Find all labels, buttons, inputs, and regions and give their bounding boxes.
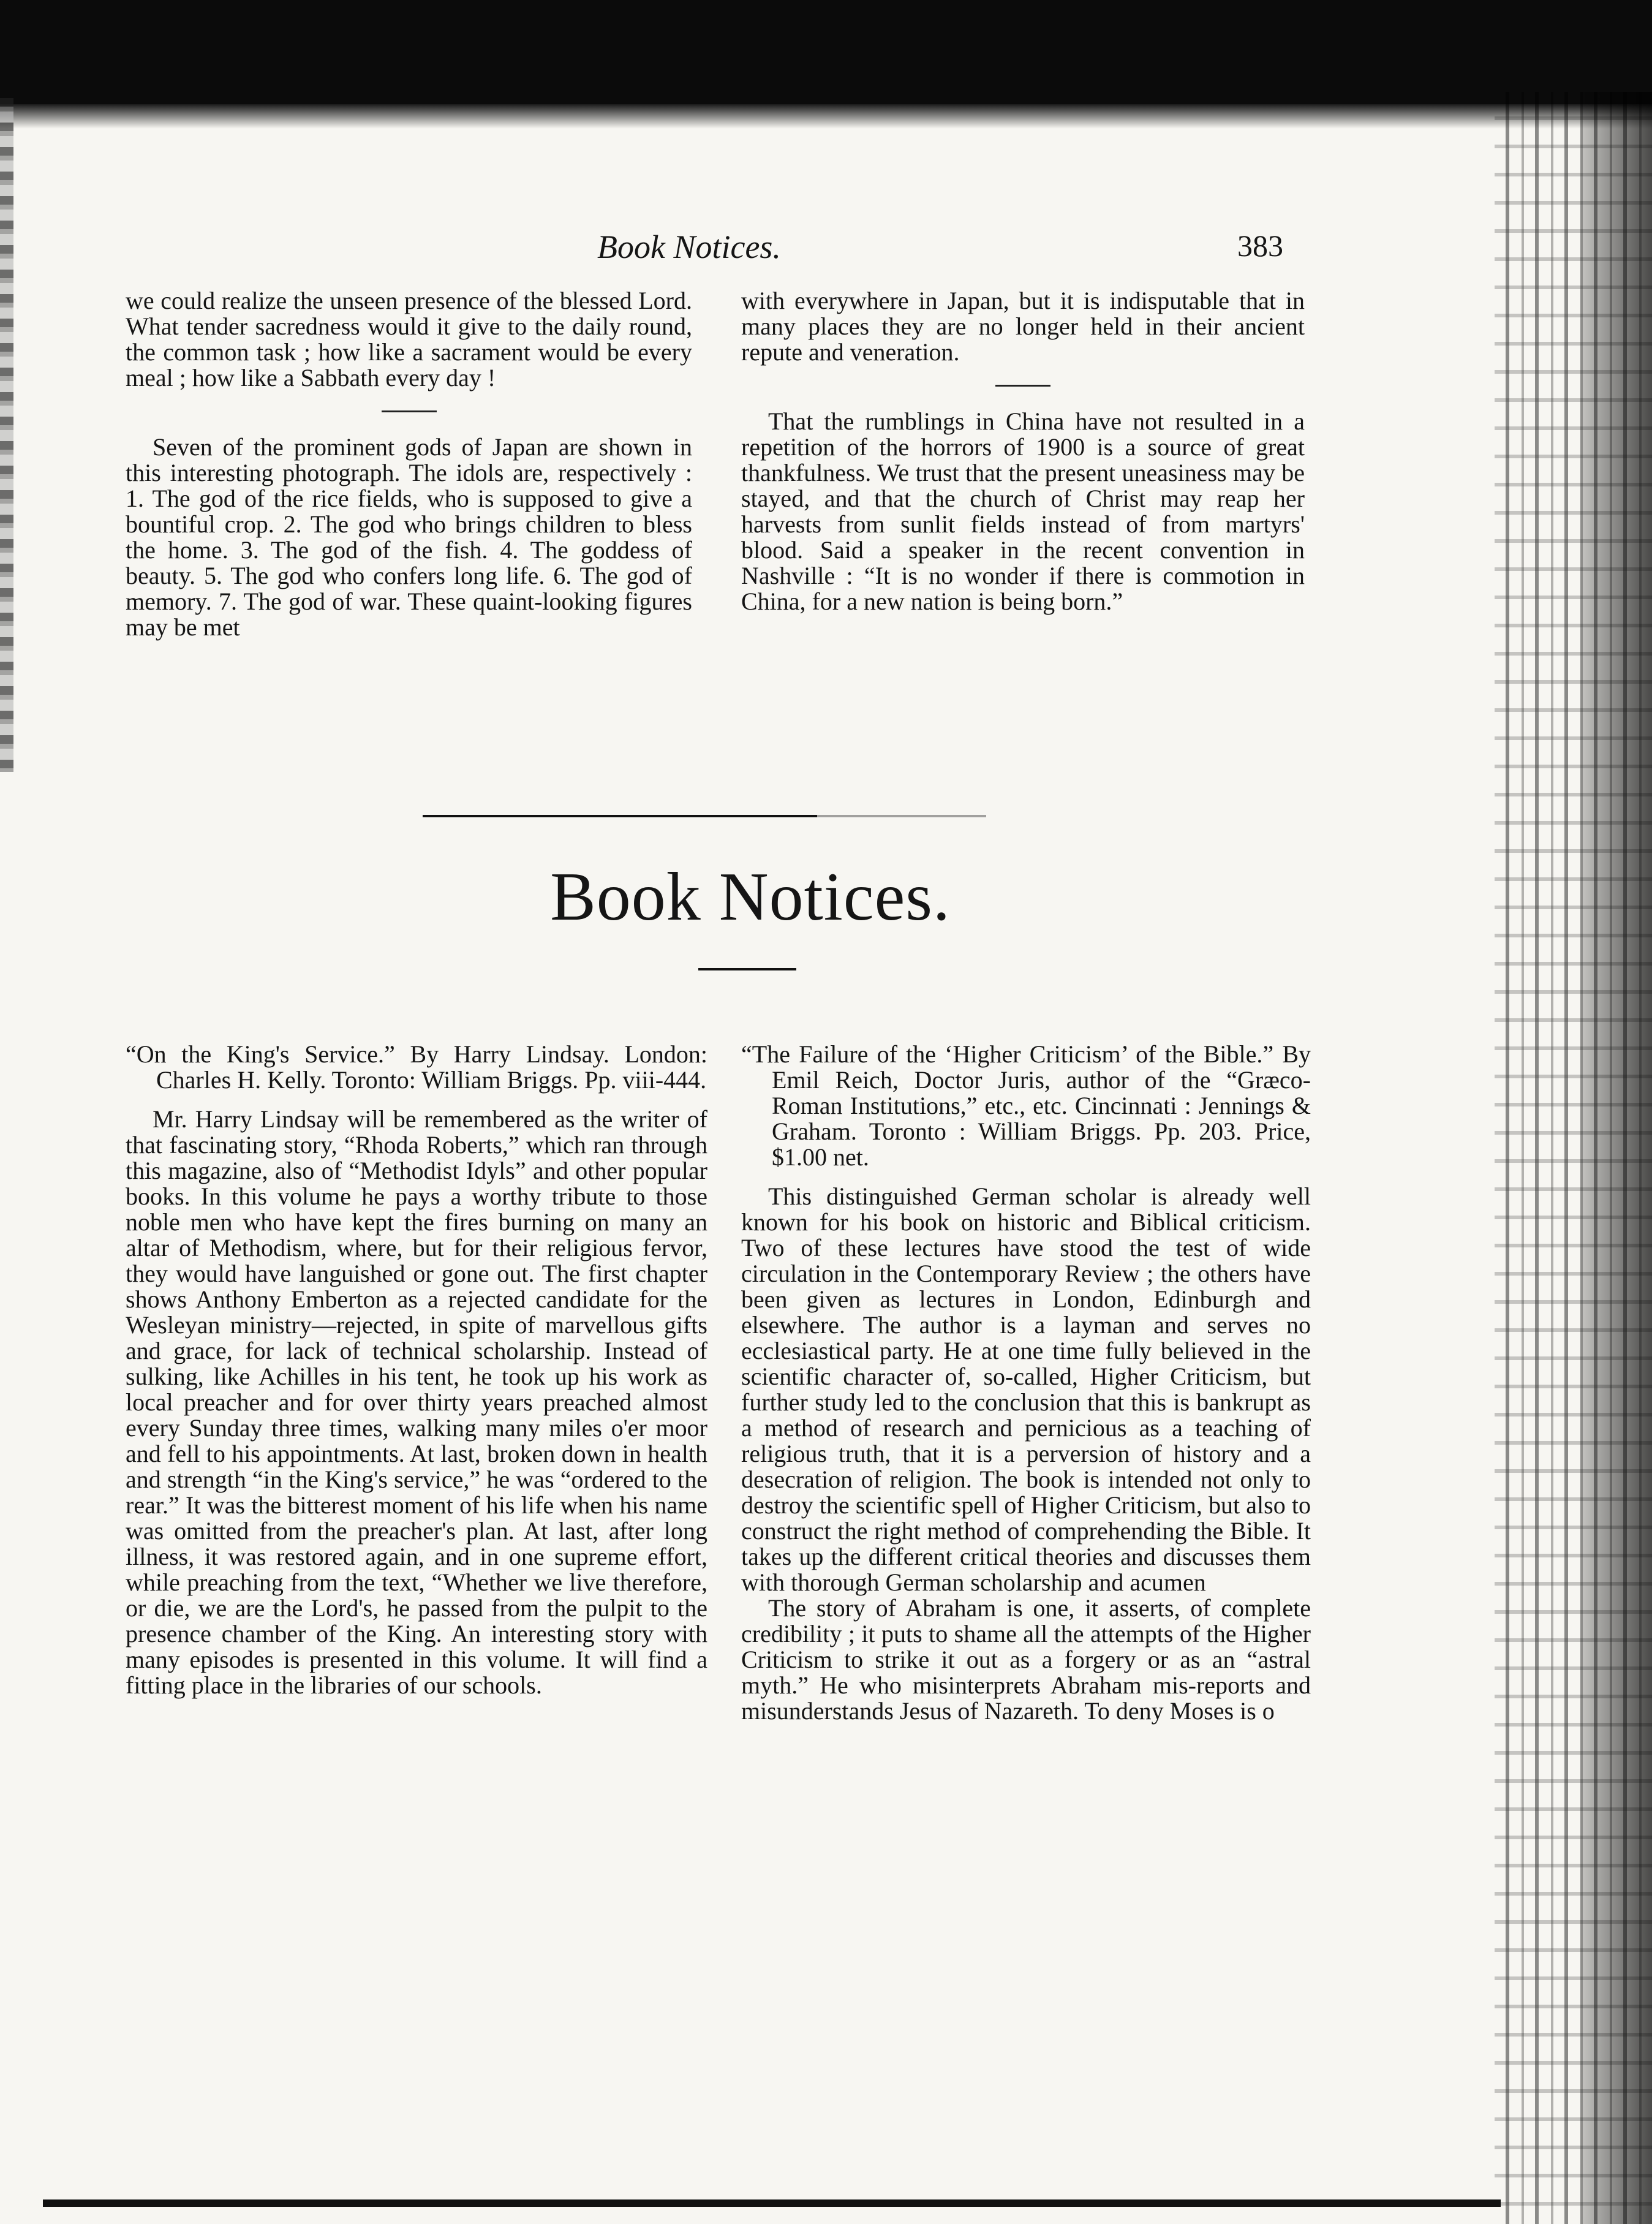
lower-left-column	[126, 1042, 707, 1698]
book-citation: “The Failure of the ‘Higher Criticism’ of the Bible.” By Emil Reich, Doctor Juris, author of the “Græco-Roman Institutions,” etc., etc. Cincinnati : Jennings & Graham. Toronto : William Briggs. Pp. 203. Price, $1.00 net.	[741, 1040, 1311, 1171]
section-rule-bottom	[698, 968, 796, 970]
lower-right-column	[741, 1042, 1311, 1724]
scan-left-edge	[0, 98, 13, 772]
review-paragraph: Mr. Harry Lindsay will be remembered as the writer of that fascinating story, “Rhoda Roberts,” which ran through this magazine, also of “Methodist Idyls” and other popular books. In this volume he pays a worthy tribute to those noble men who have kept the fires burning on many an altar of Methodism, where, but for their religious fervor, they would have languished or gone out. The first chapter shows Anthony Emberton as a rejected candidate for the Wesleyan ministry—rejected, in spite of marvellous gifts and grace, for lack of technical scholarship. Instead of sulking, like Achilles in his tent, he took up his work as local preacher and for over thirty years preached almost every Sunday three times, walking many miles o'er moor and fell to his appointments. At last, broken down in health and strength “in the King's service,” he was “ordered to the rear.” It was the bitterest moment of his life when his name was omitted from the preacher's plan. At last, after long illness, it was restored again, and in one supreme effort, while preaching from the text, “Whether we live therefore, or die, we are the Lord's, he passed from the pulpit to the presence chamber of the King. An interesting story with many episodes is presented in this volume. It will find a fitting place in the libraries of our schools.	[126, 1105, 707, 1699]
section-rule-top	[423, 815, 986, 817]
page-number: 383	[1237, 229, 1283, 263]
upper-right-column	[741, 288, 1305, 615]
scan-top-border	[0, 0, 1652, 104]
paragraph: we could realize the unseen presence of the blessed Lord. What tender sacredness would it give to the daily round, the common task ; how like a sacrament would be every meal ; how like a Sabbath every day !	[126, 287, 692, 391]
paragraph-divider	[382, 410, 437, 412]
paragraph: Seven of the prominent gods of Japan are shown in this interesting photograph. The idols are, respectively : 1. The god of the rice fields, who is supposed to give a bountiful crop. 2. The god who brings children to bless the home. 3. The god of the fish. 4. The goddess of beauty. 5. The god who confers long life. 6. The god of memory. 7. The god of war. These quaint-looking figures may be met	[126, 433, 692, 641]
scan-right-shadow	[1580, 92, 1652, 2224]
running-head: Book Notices.	[597, 229, 781, 265]
review-paragraph: This distinguished German scholar is already well known for his book on historic and Biblical criticism. Two of these lectures have stood the test of wide circulation in the Contemporary Review ; the others have been given as lectures in London, Edinburgh and elsewhere. The author is a layman and serves no ecclesiastical party. He at one time fully believed in the scientific character of, so-called, Higher Criticism, but further study led to the conclusion that this is bankrupt as a method of research and pernicious as a teaching of religious truth, that it is a perversion of history and a desecration of religion. The book is intended not only to destroy the scientific spell of Higher Criticism, but also to construct the right method of comprehending the Bible. It takes up the different critical theories and discusses them with thorough German scholarship and acumen	[741, 1182, 1311, 1596]
paragraph-divider	[995, 385, 1050, 387]
upper-left-column	[126, 288, 692, 640]
review-paragraph: The story of Abraham is one, it asserts, of complete credibility ; it puts to shame all the attempts of the Higher Criticism to strike it out as a forgery or as an “astral myth.” He who misinterprets Abraham mis-reports and misunderstands Jesus of Nazareth. To deny Moses is o	[741, 1594, 1311, 1725]
scan-bottom-border	[43, 2199, 1501, 2207]
book-citation: “On the King's Service.” By Harry Lindsay. London: Charles H. Kelly. Toronto: William Briggs. Pp. viii-444.	[126, 1040, 707, 1094]
scan-top-shadow	[0, 104, 1652, 129]
paragraph: with everywhere in Japan, but it is indisputable that in many places they are no longer held in their ancient repute and veneration.	[741, 287, 1305, 366]
section-title: Book Notices.	[550, 859, 951, 935]
paragraph: That the rumblings in China have not resulted in a repetition of the horrors of 1900 is a source of great thankfulness. We trust that the present uneasiness may be stayed, and that the church of Christ may reap her harvests from sunlit fields instead of from martyrs' blood. Said a speaker in the recent convention in Nashville : “It is no wonder if there is commotion in China, for a new nation is being born.”	[741, 407, 1305, 615]
